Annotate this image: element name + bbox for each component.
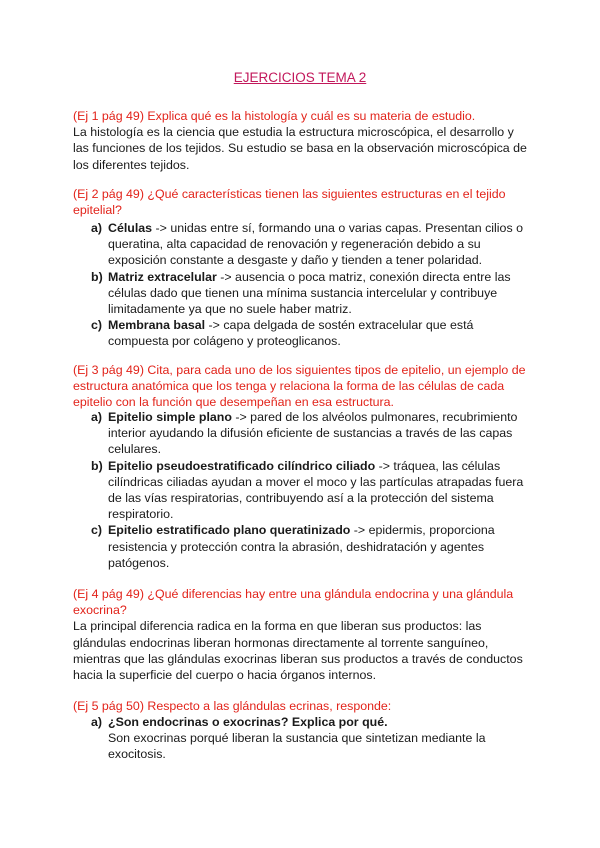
list-item-term: Epitelio pseudoestratificado cilíndrico ciliado: [108, 458, 376, 473]
list-marker: a): [91, 715, 103, 729]
list-marker: a): [91, 410, 103, 424]
list-item: [91, 269, 531, 318]
list-item-term: Epitelio estratificado plano queratinizado: [108, 523, 351, 538]
question-1-section: [73, 108, 533, 173]
list-item-text: -> capa delgada de sostén extracelular que está compuesta por colágeno y proteoglicanos.: [108, 318, 474, 349]
list-marker: a): [91, 221, 103, 235]
list-item: [91, 317, 531, 349]
question-1: (Ej 1 pág 49) Explica qué es la histología y cuál es su materia de estudio.: [73, 109, 476, 123]
question-5-list: [91, 714, 531, 763]
list-item: [91, 458, 531, 523]
list-item-text: -> tráquea, las células cilíndricas ciliadas ayudan a mover el moco y las partículas atrapadas fuera de las vías respiratorias, contribuyendo así a la protección del sistema respiratorio.: [108, 458, 524, 522]
list-item-term: Membrana basal: [108, 318, 206, 333]
list-item-answer: Son exocrinas porqué liberan la sustancia que sintetizan mediante la exocitosis.: [108, 731, 486, 762]
list-item: [91, 714, 531, 763]
list-item-term: ¿Son endocrinas o exocrinas? Explica por qué.: [108, 715, 388, 729]
list-marker: b): [91, 458, 103, 473]
answer-1: La histología es la ciencia que estudia la estructura microscópica, el desarrollo y las funciones de los tejidos. Su estudio se basa en la observación microscópica de los diferentes tejidos.: [73, 125, 527, 172]
list-marker: b): [91, 269, 103, 284]
question-3-list: [91, 409, 531, 571]
question-2-section: [73, 186, 533, 218]
list-item-text: -> pared de los alvéolos pulmonares, recubrimiento interior ayudando la difusión eficiente de sustancias a través de las capas celulares.: [108, 410, 518, 457]
question-3: (Ej 3 pág 49) Cita, para cada uno de los siguientes tipos de epitelio, un ejemplo de estructura anatómica que los tenga y relaciona la forma de las células de cada epitelio con la función que desempeñan en esa estructura.: [73, 363, 526, 410]
question-4-section: [73, 586, 533, 683]
list-item-text: -> unidas entre sí, formando una o varias capas. Presentan cilios o queratina, alta capacidad de renovación y regeneración debido a su exposición constante a desgaste y daño y tienden a tener polaridad.: [108, 221, 523, 268]
question-5-section: [73, 698, 533, 714]
list-item: [91, 409, 531, 458]
question-4: (Ej 4 pág 49) ¿Qué diferencias hay entre una glándula endocrina y una glándula exocrina?: [73, 587, 514, 618]
list-item-term: Matriz extracelular: [108, 269, 217, 284]
list-item-term: Células: [108, 221, 153, 235]
list-marker: c): [91, 318, 103, 333]
answer-4: La principal diferencia radica en la forma en que liberan sus productos: las glándulas endocrinas liberan hormonas directamente al torrente sanguíneo, mientras que las glándulas exocrinas liberan sus productos a través de conductos hacia la superficie del cuerpo o hacia órganos internos.: [73, 619, 523, 683]
question-2: (Ej 2 pág 49) ¿Qué características tienen las siguientes estructuras en el tejido epitelial?: [73, 187, 506, 218]
question-3-section: [73, 362, 533, 411]
list-marker: c): [91, 523, 103, 538]
question-5: (Ej 5 pág 50) Respecto a las glándulas ecrinas, responde:: [73, 699, 392, 713]
list-item: [91, 220, 531, 269]
document-title: EJERCICIOS TEMA 2: [233, 70, 367, 85]
list-item-text: -> epidermis, proporciona resistencia y protección contra la abrasión, deshidratación y agentes patógenos.: [108, 523, 495, 570]
list-item: [91, 522, 531, 571]
list-item-term: Epitelio simple plano: [108, 410, 232, 424]
list-item-text: -> ausencia o poca matriz, conexión directa entre las células dado que tienen una mínima sustancia intercelular y contribuye limitadamente ya que no suele haber matriz.: [108, 269, 511, 317]
question-2-list: [91, 220, 531, 350]
